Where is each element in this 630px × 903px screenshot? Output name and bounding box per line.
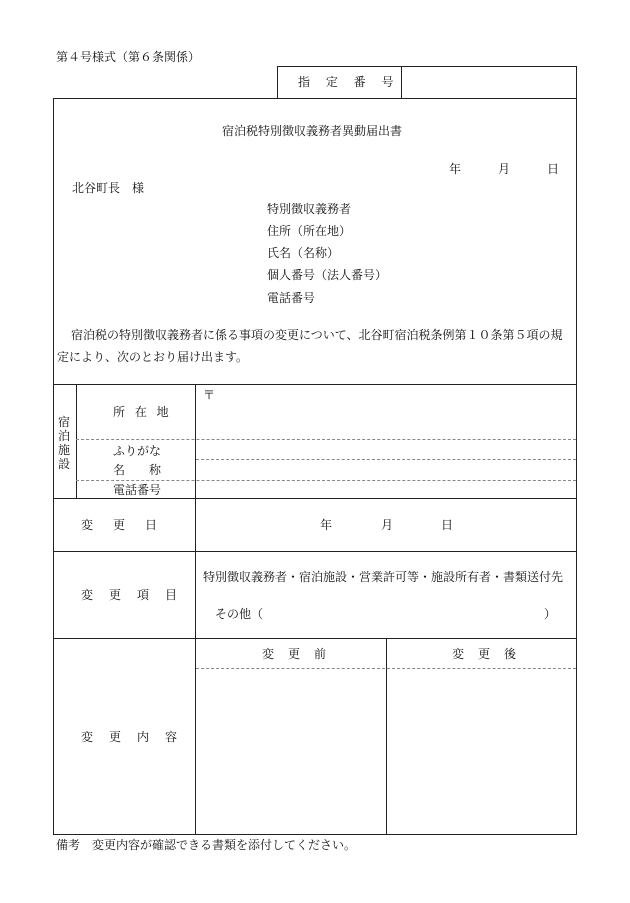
facility-location-label: 所 在 地 <box>113 405 172 419</box>
facility-name-field[interactable] <box>196 460 576 479</box>
change-date-year: 年 <box>320 518 333 532</box>
change-date-label: 変 更 日 <box>81 518 162 532</box>
body-text-line-1: 宿泊税の特別徴収義務者に係る事項の変更について、北谷町宿泊税条例第１０条第５項の規 <box>71 328 563 342</box>
change-items-options: 特別徴収義務者・宿泊施設・営業許可等・施設所有者・書類送付先 <box>203 570 564 584</box>
document-title: 宿泊税特別徴収義務者異動届出書 <box>222 124 403 138</box>
change-date-month: 月 <box>381 518 394 532</box>
postal-mark: 〒 <box>203 388 216 402</box>
designation-label: 指 定 番 号 <box>298 75 400 89</box>
change-items-other-close: ） <box>544 607 557 621</box>
change-items-label: 変 更 項 目 <box>81 588 180 602</box>
change-before-field[interactable] <box>196 669 385 834</box>
change-items-other-open: その他（ <box>215 607 264 621</box>
facility-phone-label: 電話番号 <box>113 483 162 497</box>
change-date-day: 日 <box>441 518 454 532</box>
date-day-label: 日 <box>547 162 560 176</box>
change-after-label: 変 更 後 <box>452 647 518 661</box>
change-before-label: 変 更 前 <box>262 647 328 661</box>
date-month-label: 月 <box>498 162 511 176</box>
applicant-phone-label: 電話番号 <box>267 291 316 305</box>
facility-name-label: 名 称 <box>113 463 162 477</box>
body-text-line-2: 定により、次のとおり届け出ます。 <box>57 350 249 364</box>
applicant-address-label: 住所（所在地） <box>267 224 352 238</box>
facility-location-field[interactable] <box>196 385 576 439</box>
facility-furigana-label: ふりがな <box>113 444 162 458</box>
facility-phone-field[interactable] <box>196 481 576 498</box>
addressee: 北谷町長 様 <box>72 181 145 195</box>
change-content-label: 変 更 内 容 <box>81 730 180 744</box>
facility-furigana-field[interactable] <box>196 440 576 458</box>
change-items-other-field[interactable] <box>270 603 540 623</box>
applicant-name-label: 氏名（名称） <box>267 246 340 260</box>
applicant-role: 特別徴収義務者 <box>267 202 352 216</box>
facility-group-label: 宿泊施設 <box>57 415 70 471</box>
form-label: 第４号様式（第６条関係） <box>56 50 201 64</box>
designation-number-field[interactable] <box>402 67 576 98</box>
note: 備考 変更内容が確認できる書類を添付してください。 <box>56 838 357 852</box>
change-after-field[interactable] <box>387 669 576 834</box>
date-year-label: 年 <box>449 162 462 176</box>
applicant-id-label: 個人番号（法人番号） <box>267 268 388 282</box>
